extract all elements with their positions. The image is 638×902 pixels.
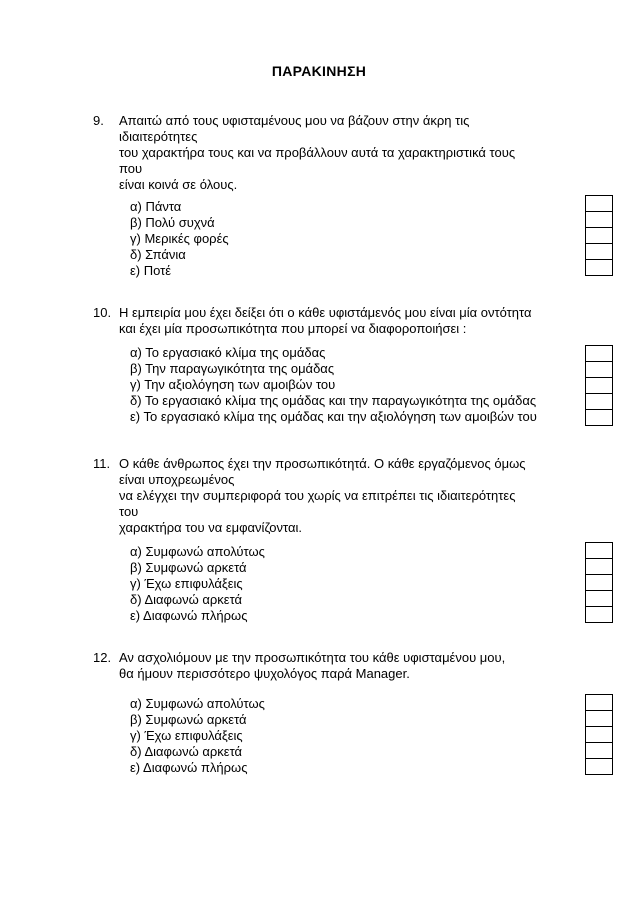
- options-list: [130, 696, 265, 776]
- answer-checkbox[interactable]: [585, 377, 613, 394]
- question-line: να ελέγχει την συμπεριφορά του χωρίς να επιτρέπει τις ιδιαιτερότητες: [119, 488, 516, 503]
- answer-checkbox[interactable]: [585, 710, 613, 727]
- option: γ) Την αξιολόγηση των αμοιβών του: [130, 377, 336, 392]
- answer-checkbox[interactable]: [585, 345, 613, 362]
- option: ε) Διαφωνώ πλήρως: [130, 608, 248, 623]
- option: β) Την παραγωγικότητα της ομάδας: [130, 361, 335, 376]
- question-line: Αν ασχολιόμουν με την προσωπικότητα του κάθε υφισταμένου μου,: [119, 650, 506, 665]
- option: γ) Μερικές φορές: [130, 231, 229, 246]
- option: β) Συμφωνώ αρκετά: [130, 712, 247, 727]
- option: γ) Έχω επιφυλάξεις: [130, 728, 243, 743]
- answer-checkbox[interactable]: [585, 694, 613, 711]
- question-line: Η εμπειρία μου έχει δείξει ότι ο κάθε υφιστάμενός μου είναι μία οντότητα: [119, 305, 532, 320]
- options-list: [130, 345, 537, 425]
- answer-checkbox[interactable]: [585, 726, 613, 743]
- answer-checkbox[interactable]: [585, 259, 613, 276]
- answer-checkbox[interactable]: [585, 195, 613, 212]
- question-line: είναι κοινά σε όλους.: [119, 177, 238, 192]
- answer-boxes: [585, 542, 613, 622]
- question-line: θα ήμουν περισσότερο ψυχολόγος παρά Manager.: [119, 666, 410, 681]
- page-title: ΠΑΡΑΚΙΝΗΣΗ: [271, 63, 367, 79]
- answer-checkbox[interactable]: [585, 243, 613, 260]
- answer-checkbox[interactable]: [585, 409, 613, 426]
- question-number: 10.: [93, 305, 112, 320]
- question-line: Ο κάθε άνθρωπος έχει την προσωπικότητά. Ο κάθε εργαζόμενος όμως: [119, 456, 526, 471]
- option: α) Πάντα: [130, 199, 182, 214]
- option: δ) Το εργασιακό κλίμα της ομάδας και την παραγωγικότητα της ομάδας: [130, 393, 537, 408]
- options-list: [130, 544, 265, 624]
- answer-checkbox[interactable]: [585, 742, 613, 759]
- answer-checkbox[interactable]: [585, 211, 613, 228]
- answer-boxes: [585, 195, 613, 275]
- option: δ) Διαφωνώ αρκετά: [130, 744, 243, 759]
- question-text: [119, 456, 549, 536]
- question-line: του χαρακτήρα τους και να προβάλλουν αυτά τα χαρακτηριστικά τους: [119, 145, 516, 160]
- option: ε) Το εργασιακό κλίμα της ομάδας και την αξιολόγηση των αμοιβών του: [130, 409, 537, 424]
- question-number: 9.: [93, 113, 104, 128]
- option: ε) Διαφωνώ πλήρως: [130, 760, 248, 775]
- answer-checkbox[interactable]: [585, 361, 613, 378]
- answer-checkbox[interactable]: [585, 227, 613, 244]
- question-number: 12.: [93, 650, 112, 665]
- option: β) Πολύ συχνά: [130, 215, 215, 230]
- option: β) Συμφωνώ αρκετά: [130, 560, 247, 575]
- option: α) Συμφωνώ απολύτως: [130, 696, 265, 711]
- question-line: του: [119, 504, 139, 519]
- option: γ) Έχω επιφυλάξεις: [130, 576, 243, 591]
- question-line: και έχει μία προσωπικότητα που μπορεί να διαφοροποιήσει :: [119, 321, 467, 336]
- question-text: [119, 113, 549, 193]
- question-line: είναι υποχρεωμένος: [119, 472, 235, 487]
- question-number: 11.: [93, 456, 111, 471]
- question-line: χαρακτήρα του να εμφανίζονται.: [119, 520, 302, 535]
- options-list: [130, 199, 229, 279]
- answer-checkbox[interactable]: [585, 758, 613, 775]
- option: δ) Διαφωνώ αρκετά: [130, 592, 243, 607]
- answer-boxes: [585, 345, 613, 425]
- answer-checkbox[interactable]: [585, 542, 613, 559]
- option: α) Συμφωνώ απολύτως: [130, 544, 265, 559]
- answer-checkbox[interactable]: [585, 590, 613, 607]
- answer-boxes: [585, 694, 613, 774]
- question-line: Απαιτώ από τους υφισταμένους μου να βάζουν στην άκρη τις: [119, 113, 470, 128]
- option: α) Το εργασιακό κλίμα της ομάδας: [130, 345, 326, 360]
- answer-checkbox[interactable]: [585, 606, 613, 623]
- option: δ) Σπάνια: [130, 247, 186, 262]
- question-text: [119, 650, 549, 682]
- question-text: [119, 305, 549, 337]
- answer-checkbox[interactable]: [585, 574, 613, 591]
- answer-checkbox[interactable]: [585, 558, 613, 575]
- answer-checkbox[interactable]: [585, 393, 613, 410]
- question-line: ιδιαιτερότητες: [119, 129, 198, 144]
- option: ε) Ποτέ: [130, 263, 172, 278]
- question-line: που: [119, 161, 143, 176]
